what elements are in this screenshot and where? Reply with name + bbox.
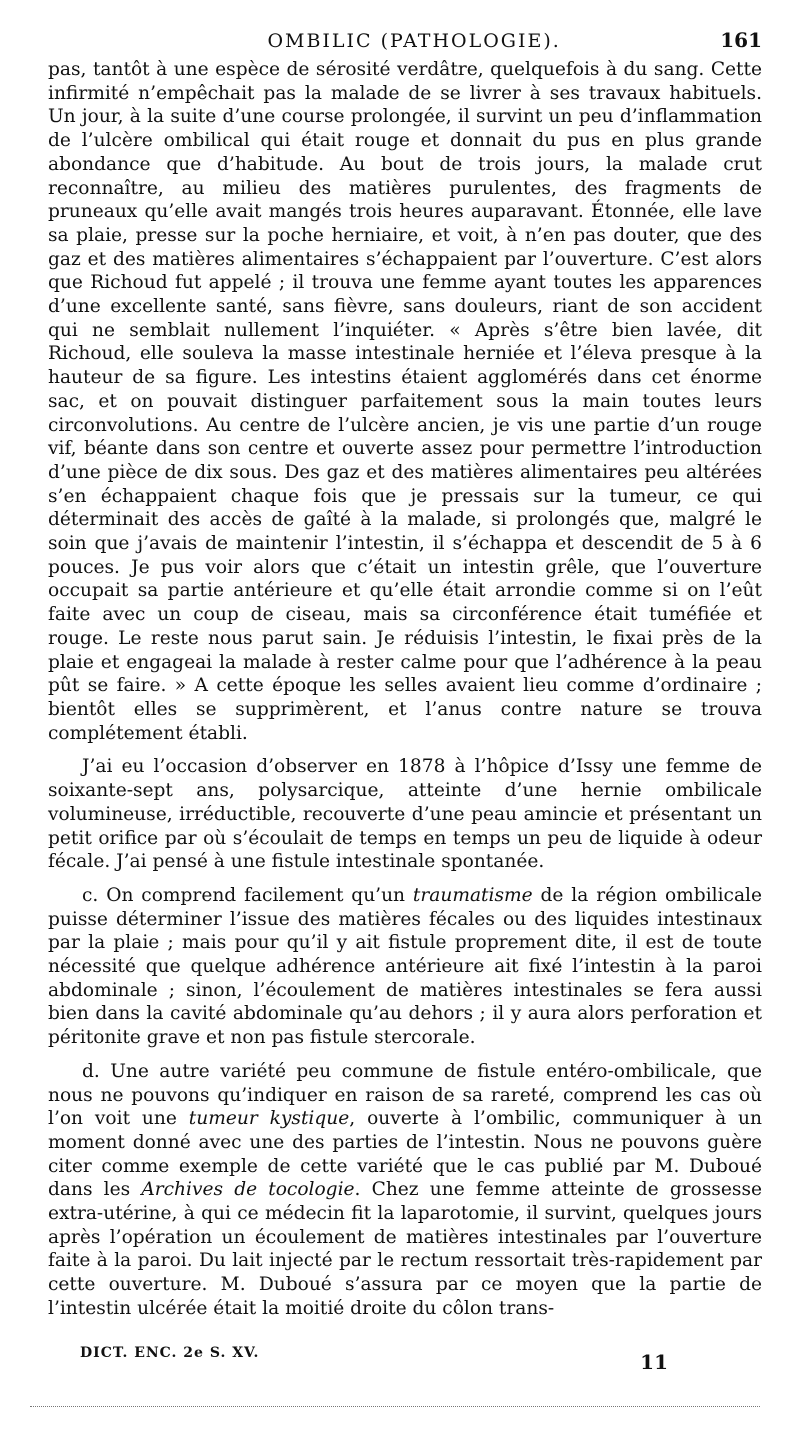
footer-source: DICT. ENC. 2e S. XV. <box>80 1345 260 1361</box>
text-run: . Chez une femme atteinte de grossesse extra-utérine, à qui ce médecin fit la laparotomie, il survint, quelques jours après l’opération un écoulement de matières intestinales par l’ouverture faite à la paroi. Du lait injecté par le rectum ressortait très-rapidement par cette ouverture. M. Duboué s’assura par ce moyen que la partie de l’intestin ulcérée était la moitié droite du côlon trans- <box>48 1179 763 1319</box>
text-run: pas, tantôt à une espèce de sérosité verdâtre, quelquefois à du sang. Cette infirmité n’empêchait pas la malade de se livrer à ses travaux habituels. Un jour, à la suite d’une course prolongée, il survint un peu d’inflammation de l’ulcère ombilical qui était rouge et donnait du pus en plus grande abondance que d’habitude. Au bout de trois jours, la malade crut reconnaître, au milieu des matières purulentes, des fragments de pruneaux qu’elle avait mangés trois heures auparavant. Étonnée, elle lave sa plaie, presse sur la poche herniaire, et voit, à n’en pas douter, que des gaz et des matières alimentaires s’échappaient par l’ouverture. C’est alors que Richoud fut appelé ; il trouva une femme ayant toutes les apparences d’une excellente santé, sans fièvre, sans douleurs, riant de son accident qui ne semblait nullement l’inquiéter. « Après s’être bien lavée, dit Richoud, elle souleva la masse intestinale herniée et l’éleva presque à la hauteur de sa figure. Les intestins étaient agglomérés dans cet énorme sac, et on pouvait distinguer parfaitement sous la main toutes leurs circonvolutions. Au centre de l’ulcère ancien, je vis une partie d’un rouge vif, béante dans son centre et ouverte assez pour permettre l’introduction d’une pièce de dix sous. Des gaz et des matières alimentaires peu altérées s’en échappaient chaque fois que je pressais sur la tumeur, ce qui déterminait des accès de gaîté à la malade, si prolongés que, malgré le soin que j’avais de maintenir l’intestin, il s’échappa et descendit de 5 à 6 pouces. Je pus voir alors que c’était un intestin grêle, que l’ouverture occupait sa partie antérieure et qu’elle était arrondie comme si on l’eût faite avec un coup de ciseau, mais sa circonférence était tuméfiée et rouge. Le reste nous parut sain. Je réduisis l’intestin, le fixai près de la plaie et engageai la malade à rester calme pour que l’adhérence à la peau pût se faire. » A cette époque les selles avaient lieu comme d’ordinaire ; bientôt elles se supprimèrent, et l’anus contre nature se trouva complétement établi. <box>48 59 762 744</box>
text-run: de la région ombilicale puisse déterminer l’issue des matières fécales ou des liquides intestinaux par la plaie ; mais pour qu’il y ait fistule proprement dite, il est de toute nécessité que quelque adhérence antérieure ait fixé l’intestin à la paroi abdominale ; sinon, l’écoulement de matières intestinales se fera aussi bien dans la cavité abdominale qu’au dehors ; il y aura alors perforation et péritonite grave et non pas fistule stercorale. <box>48 884 762 1049</box>
document-page <box>48 28 762 1321</box>
paragraph <box>48 755 762 874</box>
text-run: c. On comprend facilement qu’un <box>82 884 413 906</box>
body-text <box>48 58 762 1321</box>
paragraph <box>48 884 762 1050</box>
bottom-rule <box>30 1406 760 1407</box>
signature-mark: 11 <box>640 1350 668 1374</box>
text-run: d. Une autre variété peu commune de fistule entéro-ombilicale, que nous ne pouvons qu’indiquer en raison de sa rareté, comprend les cas où l’on voit une <box>48 1060 762 1130</box>
page-header <box>48 28 762 58</box>
paragraph <box>48 1060 762 1321</box>
italic-phrase: tumeur kystique <box>188 1108 350 1130</box>
page-footer <box>80 1338 668 1374</box>
italic-phrase: traumatisme <box>412 884 533 906</box>
italic-phrase: Archives de tocologie <box>141 1179 355 1201</box>
text-run: J’ai eu l’occasion d’observer en 1878 à l’hôpice d’Issy une femme de soixante-sept ans, polysarcique, atteinte d’une hernie ombilicale volumineuse, irréductible, recouverte d’une peau amincie et présentant un petit orifice par où s’écoulait de temps en temps un peu de liquide à odeur fécale. J’ai pensé à une fistule intestinale spontanée. <box>48 756 762 873</box>
paragraph <box>48 58 762 745</box>
page-number: 161 <box>720 28 762 52</box>
text-run: , ouverte à l’ombilic, communiquer à un moment donné avec une des parties de l’intestin. Nous ne pouvons guère citer comme exemple de cette variété que le cas publié par M. Duboué dans les <box>48 1108 762 1201</box>
running-title: OMBILIC (PATHOLOGIE). <box>267 30 561 52</box>
